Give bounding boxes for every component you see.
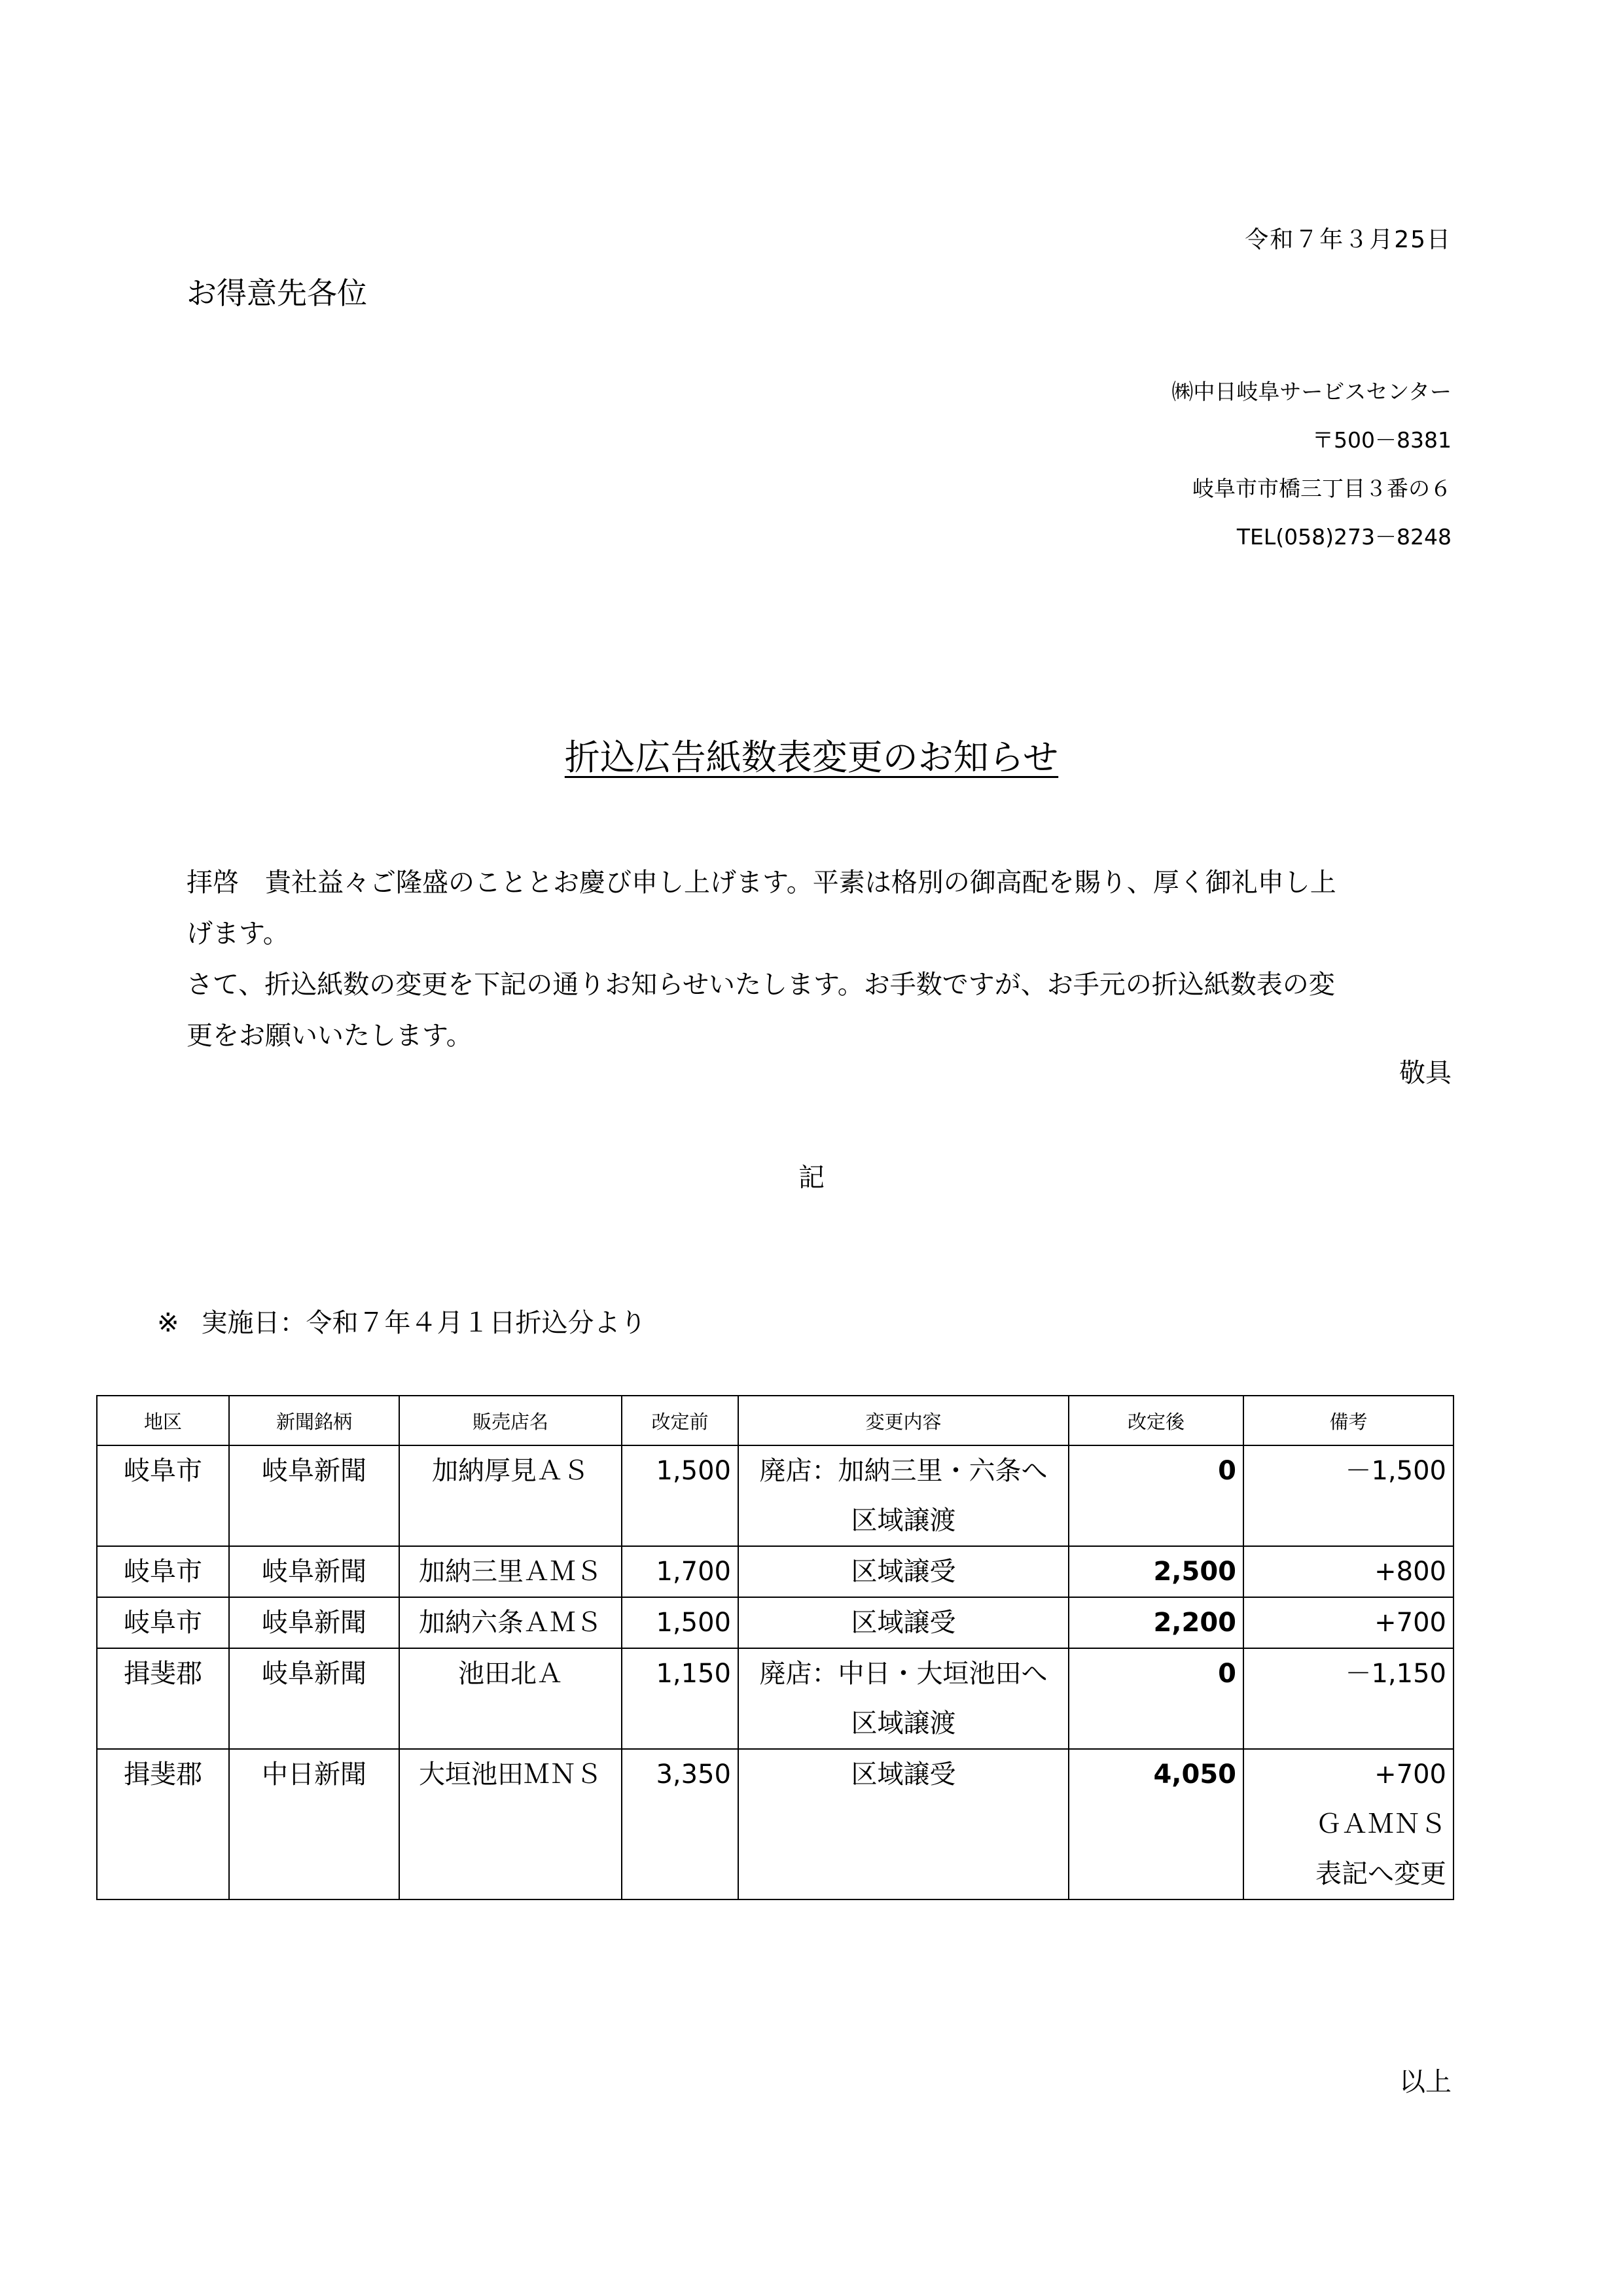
header-before: 改定前 — [622, 1396, 738, 1445]
cell-change: 区域譲受 — [738, 1597, 1069, 1648]
cell-note: －1,150 — [1243, 1648, 1454, 1749]
body-line: 更をお願いいたします。 — [187, 1021, 473, 1051]
note-line: ＧＡＭＮＳ — [1315, 1809, 1446, 1839]
table-row — [97, 1648, 1454, 1749]
ki-heading: 記 — [798, 1163, 825, 1193]
table-header-row — [97, 1396, 1454, 1445]
table-row — [97, 1546, 1454, 1597]
header-after: 改定後 — [1069, 1396, 1243, 1445]
cell-change — [738, 1445, 1069, 1546]
cell-shop: 加納三里ＡＭＳ — [399, 1546, 622, 1597]
cell-before: 3,350 — [622, 1749, 738, 1899]
change-line: 区域譲渡 — [851, 1708, 956, 1739]
header-note: 備考 — [1243, 1396, 1454, 1445]
cell-note: +700 — [1243, 1597, 1454, 1648]
document-title — [0, 730, 1623, 780]
table-row — [97, 1445, 1454, 1546]
sender-address: 岐阜市市橋三丁目３番の６ — [1192, 476, 1452, 501]
recipient: お得意先各位 — [187, 275, 367, 311]
cell-after: 0 — [1069, 1648, 1243, 1749]
closing-keigu: 敬具 — [1399, 1058, 1452, 1088]
cell-before: 1,700 — [622, 1546, 738, 1597]
cell-paper: 岐阜新聞 — [229, 1648, 399, 1749]
body-line: 拝啓 貴社益々ご隆盛のこととお慶び申し上げます。平素は格別の御高配を賜り、厚く御礼申し上 — [187, 868, 1336, 898]
cell-shop: 池田北Ａ — [399, 1648, 622, 1749]
change-line: 廃店：中日・大垣池田へ — [759, 1659, 1048, 1689]
table-row — [97, 1749, 1454, 1899]
title-text: 折込広告紙数表変更のお知らせ — [564, 737, 1059, 778]
sender-postal: 〒500－8381 — [1312, 427, 1452, 453]
end-mark: 以上 — [1399, 2067, 1452, 2097]
cell-after: 0 — [1069, 1445, 1243, 1546]
sender-block — [1171, 368, 1452, 561]
cell-before: 1,500 — [622, 1445, 738, 1546]
cell-shop: 加納六条ＡＭＳ — [399, 1597, 622, 1648]
cell-area: 揖斐郡 — [97, 1749, 229, 1899]
cell-note: +800 — [1243, 1546, 1454, 1597]
header-paper: 新聞銘柄 — [229, 1396, 399, 1445]
body-line: げます。 — [187, 919, 289, 949]
change-line: 区域譲渡 — [851, 1506, 956, 1536]
cell-change — [738, 1648, 1069, 1749]
sender-company: ㈱中日岐阜サービスセンター — [1171, 379, 1452, 404]
header-change: 変更内容 — [738, 1396, 1069, 1445]
cell-before: 1,150 — [622, 1648, 738, 1749]
change-line: 廃店：加納三里・六条へ — [759, 1456, 1048, 1486]
cell-paper: 岐阜新聞 — [229, 1597, 399, 1648]
cell-note — [1243, 1749, 1454, 1899]
cell-paper: 中日新聞 — [229, 1749, 399, 1899]
header-shop: 販売店名 — [399, 1396, 622, 1445]
header-area: 地区 — [97, 1396, 229, 1445]
change-table — [96, 1395, 1454, 1900]
cell-area: 岐阜市 — [97, 1597, 229, 1648]
note-line: +700 — [1374, 1759, 1446, 1790]
body-line: さて、折込紙数の変更を下記の通りお知らせいたします。お手数ですが、お手元の折込紙数表の変 — [187, 970, 1335, 1000]
note-text: 実施日：令和７年４月１日折込分より — [201, 1308, 647, 1338]
cell-after: 2,200 — [1069, 1597, 1243, 1648]
cell-shop: 加納厚見ＡＳ — [399, 1445, 622, 1546]
cell-area: 揖斐郡 — [97, 1648, 229, 1749]
body-text — [187, 857, 1453, 1061]
cell-after: 2,500 — [1069, 1546, 1243, 1597]
cell-shop: 大垣池田ＭＮＳ — [399, 1749, 622, 1899]
cell-paper: 岐阜新聞 — [229, 1546, 399, 1597]
cell-change: 区域譲受 — [738, 1749, 1069, 1899]
note-line: 表記へ変更 — [1315, 1859, 1446, 1889]
cell-change: 区域譲受 — [738, 1546, 1069, 1597]
sender-tel: TEL(058)273－8248 — [1236, 524, 1452, 550]
cell-after: 4,050 — [1069, 1749, 1243, 1899]
cell-area: 岐阜市 — [97, 1546, 229, 1597]
cell-area: 岐阜市 — [97, 1445, 229, 1546]
note-mark: ※ — [157, 1308, 179, 1338]
cell-paper: 岐阜新聞 — [229, 1445, 399, 1546]
document-date: 令和７年３月25日 — [1245, 226, 1452, 253]
cell-before: 1,500 — [622, 1597, 738, 1648]
effective-date-note — [157, 1302, 647, 1339]
table-row — [97, 1597, 1454, 1648]
cell-note: －1,500 — [1243, 1445, 1454, 1546]
